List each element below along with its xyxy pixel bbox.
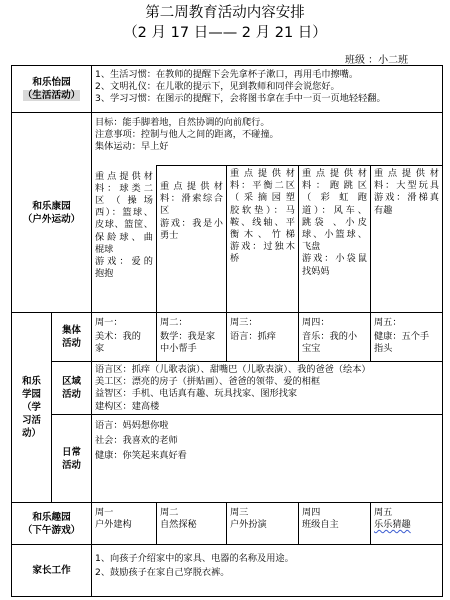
sport-area-3	[227, 166, 299, 313]
date-range: （2 月 17 日—— 2 月 21 日）	[123, 25, 327, 41]
quyu-line: 建构区：建高楼	[95, 400, 160, 412]
day-label: 周一：	[95, 317, 123, 328]
area4-line: 飞盘	[302, 241, 321, 253]
hele-xue-label-3: （学	[22, 402, 41, 413]
area3-line: 衡木、竹梯	[230, 229, 295, 241]
section-label-hele-kang	[12, 113, 92, 313]
quyu-line: 美工区：漂亮的房子（拼贴画）、爸爸的领带、爱的相框	[95, 376, 321, 388]
section-label-hele-xue	[12, 313, 52, 503]
day-label: 周二	[160, 507, 179, 518]
jiti-day-5	[371, 313, 443, 362]
qu-day-2	[157, 503, 227, 545]
sport-area-2	[157, 166, 227, 313]
activity-text: 健康：五个手	[374, 331, 430, 343]
hele-kang-group-sport: 集体运动：早上好	[95, 141, 169, 153]
hele-kang-goals	[92, 113, 443, 166]
section-label-hele-qu	[12, 503, 92, 545]
area1-line: 保龄球、曲	[95, 231, 153, 243]
area2-line: 区	[160, 205, 170, 217]
area1-line: 重点提供材	[95, 170, 153, 182]
area1-line: 抱抱	[95, 268, 114, 280]
activity-text: 乐乐猜趣	[374, 519, 411, 531]
area4-line: （ 彩 虹 跑	[302, 192, 367, 204]
area5-line: 重点提供材	[374, 168, 440, 179]
row-richang	[12, 415, 443, 503]
richang-line: 社会：我喜欢的老师	[95, 435, 178, 446]
area1-line: 料：球类二	[95, 182, 153, 194]
section-label-hele-yi	[12, 66, 92, 113]
area4-line: 料：跑跳区	[302, 180, 367, 192]
area4-line: 球、小篮球、	[302, 229, 367, 241]
jiazhang-content	[92, 545, 443, 597]
richang-content	[92, 415, 443, 503]
day-label: 周五：	[374, 317, 402, 328]
hele-yi-label-1: 和乐怡园	[32, 77, 71, 88]
jiti-day-4	[299, 313, 371, 362]
hele-kang-notes: 注意事项：控制与他人之间的距离，不碰撞。	[95, 129, 279, 141]
area2-line: 勇士	[160, 229, 179, 241]
page-title: 第二周教育活动内容安排	[145, 5, 305, 21]
sport-area-5	[371, 166, 443, 313]
row-hele-kang-top	[12, 113, 443, 166]
hele-yi-content	[92, 66, 443, 113]
hele-kang-label-2: （户外运动）	[22, 213, 81, 225]
class-info: 班级 ：小二班	[345, 55, 409, 66]
hele-yi-line-2: 2、文明礼仪：在儿歌的提示下，见到教师和同伴会说您好。	[95, 81, 340, 93]
row-hele-qu	[12, 503, 443, 545]
row-quyu	[12, 362, 443, 415]
sublabel-quyu	[52, 362, 92, 415]
area1-line: 西）：篮球、	[95, 207, 153, 219]
area1-line: 棍球	[95, 243, 114, 255]
activity-text: 宝宝	[302, 343, 321, 355]
sublabel-richang	[52, 415, 92, 503]
activity-text: 数学：我是家	[160, 331, 216, 343]
richang-line: 健康：你笑起来真好看	[95, 450, 187, 461]
activity-text: 语言：抓痒	[230, 331, 276, 343]
jiazhang-line: 1、向孩子介绍家中的家具、电器的名称及用途。	[95, 553, 294, 564]
day-label: 周一	[95, 507, 114, 518]
jiti-label-2: 活动	[62, 338, 81, 349]
jiazhang-line: 2、鼓励孩子在家自己穿脱衣裤。	[95, 567, 230, 578]
area4-line: 跳袋 、小皮	[302, 216, 367, 228]
activity-text: 指头	[374, 343, 393, 355]
area2-line: 料：滑索综合	[160, 193, 223, 205]
area1-line: 皮球、篮筐、	[95, 219, 153, 231]
area5-line: 料：大型玩具	[374, 180, 440, 192]
area5-line: 有趣	[374, 204, 393, 216]
hele-yi-label-2: （生活活动）	[22, 90, 81, 101]
area2-line: 游戏：我是小	[160, 217, 223, 229]
jiazhang-label: 家长工作	[32, 565, 71, 576]
area4-line: 重点提供材	[302, 168, 367, 179]
qu-day-3	[227, 503, 299, 545]
jiti-label-1: 集体	[62, 325, 81, 336]
day-label: 周四：	[302, 317, 330, 328]
quyu-line: 语言区：抓痒（儿歌表演）、甜嘴巴（儿歌表演）、我的爸爸（绘本）	[95, 364, 371, 375]
area4-line: 道）：风车、	[302, 204, 367, 216]
quyu-content	[92, 362, 443, 415]
richang-label-1: 日常	[62, 446, 81, 458]
jiti-day-1	[92, 313, 157, 362]
qu-day-4	[299, 503, 371, 545]
row-jiti	[12, 313, 443, 362]
schedule-table	[11, 65, 443, 597]
hele-xue-label-1: 和乐	[22, 376, 41, 387]
sport-area-1	[92, 166, 157, 313]
area5-line: 游戏：滑梯真	[374, 192, 440, 204]
activity-text: 中小帮手	[160, 343, 197, 355]
area3-line: 胶软垫）：马	[230, 204, 295, 216]
sport-area-4	[299, 166, 371, 313]
hele-xue-label-4: 习活	[22, 415, 41, 426]
sublabel-jiti	[52, 313, 92, 362]
quyu-line: 益智区：手机、电话真有趣、玩具找家、图形找家	[95, 388, 298, 400]
hele-yi-line-1: 1、生活习惯：在教师的提醒下会先拿杯子漱口，再用毛巾擦嘴。	[95, 69, 359, 80]
hele-xue-label-5: 动）	[22, 428, 41, 439]
jiti-day-2	[157, 313, 227, 362]
day-label: 周二：	[160, 317, 188, 328]
richang-label-2: 活动	[62, 459, 81, 471]
area3-line: 游戏：过独木	[230, 241, 295, 253]
hele-kang-goal: 目标：能手脚着地，自然协调的向前爬行。	[95, 117, 270, 128]
hele-qu-label-2: （下午游戏）	[22, 524, 81, 536]
area3-line: 重点提供材	[230, 168, 295, 179]
hele-xue-label-2: 学园	[22, 389, 41, 400]
section-label-jiazhang	[12, 545, 92, 597]
activity-text: 音乐：我的小	[302, 331, 358, 343]
area1-line: 游戏：爱的	[95, 255, 153, 267]
day-label: 周四	[302, 507, 321, 518]
area3-line: 鞍、线轴、平	[230, 216, 295, 228]
area1-line: 区 （ 操 场	[95, 194, 153, 206]
row-jiazhang	[12, 545, 443, 597]
richang-line: 语言：妈妈想你啦	[95, 420, 169, 431]
day-label: 周三：	[230, 317, 258, 328]
hele-yi-line-3: 3、学习习惯：在图示的提醒下，会将图书拿在手中一页一页地轻轻翻。	[95, 93, 386, 105]
activity-text: 美术：我的	[95, 331, 141, 343]
qu-day-1	[92, 503, 157, 545]
area3-line: （采摘园塑	[230, 192, 295, 204]
activity-text: 自然探秘	[160, 519, 197, 531]
hele-qu-label-1: 和乐趣园	[32, 511, 71, 523]
row-hele-yi	[12, 66, 443, 113]
area2-line: 重点提供材	[160, 181, 223, 192]
day-label: 周五	[374, 507, 393, 518]
area4-line: 找妈妈	[302, 265, 330, 277]
quyu-label-2: 活动	[62, 389, 81, 400]
hele-kang-label-1: 和乐康园	[32, 200, 71, 212]
area3-line: 料：平衡二区	[230, 180, 295, 192]
area4-line: 游戏：小袋鼠	[302, 253, 367, 265]
activity-text: 户外建构	[95, 519, 132, 531]
qu-day-5	[371, 503, 443, 545]
jiti-day-3	[227, 313, 299, 362]
activity-text: 班级自主	[302, 519, 339, 531]
activity-text: 家	[95, 343, 105, 355]
area3-line: 桥	[230, 253, 240, 265]
activity-text: 户外扮演	[230, 519, 267, 531]
quyu-label-1: 区域	[62, 376, 81, 387]
day-label: 周三	[230, 507, 249, 518]
